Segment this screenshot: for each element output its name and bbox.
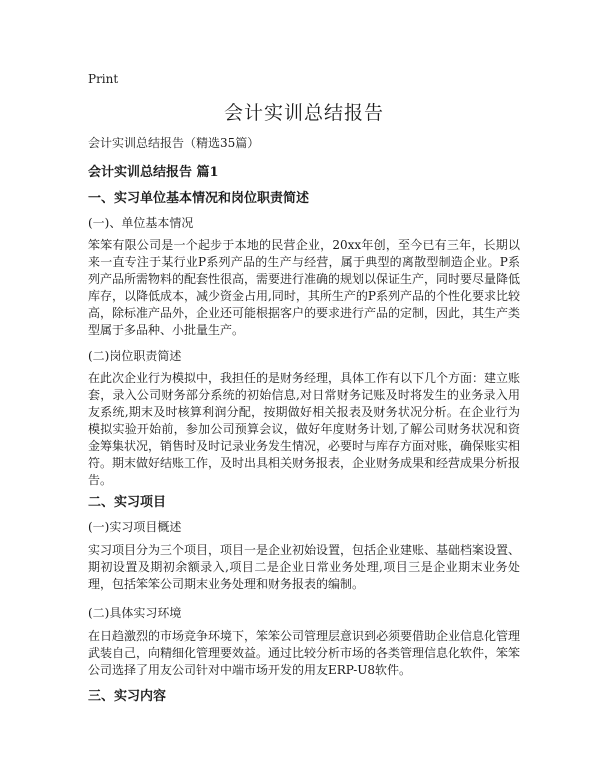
section-1-para-2: 在此次企业行为模拟中，我担任的是财务经理，具体工作有以下几个方面：建立账套，录入公司财务部分系统的初始信息,对日常财务记账及时将发生的业务录入用友系统,期末及时核算利润分配，按期做好相关报表及财务状况分析。在企业行为模拟实验开始前，参加公司预算会议，做好年度财务计划,了解公司财务状况和资金筹集状况，销售时及时记录业务发生情况，必要时与库存方面对账，确保账实相符。期末做好结账工作，及时出具相关财务报表，企业财务成果和经营成果分析报告。 [88, 371, 521, 487]
section-2-title: 二、实习项目 [88, 495, 167, 510]
section-1-title: 一、实习单位基本情况和岗位职责简述 [88, 191, 310, 206]
section-2-para-2: 在日趋激烈的市场竞争环境下，笨笨公司管理层意识到必须要借助企业信息化管理武装自己，向精细化管理要效益。通过比较分析市场的各类管理信息化软件，笨笨公司选择了用友公司针对中端市场开发的用友ERP-U8软件。 [88, 629, 521, 677]
article-heading: 会计实训总结报告 篇1 [88, 165, 219, 180]
section-1-sub-2: (二)岗位职责简述 [88, 349, 182, 363]
section-1-para-1: 笨笨有限公司是一个起步于本地的民营企业，20xx年创，至今已有三年，长期以来一直专注于某行业P系列产品的生产与经营，属于典型的离散型制造企业。P系列产品所需物料的配套性很高，需要进行准确的规划以保证生产，同时要尽量降低库存，以降低成本，减少资金占用,同时，其所生产的P系列产品的个性化要求比较高，除标准产品外，企业还可能根据客户的要求进行产品的定制，因此，其生产类型属于多品种、小批量生产。 [88, 238, 521, 337]
section-2-para-1: 实习项目分为三个项目，项目一是企业初始设置，包括企业建账、基础档案设置、期初设置及期初余额录入,项目二是企业日常业务处理,项目三是企业期末业务处理，包括笨笨公司期末业务处理和财务报表的编制。 [88, 543, 521, 591]
section-3-title: 三、实习内容 [88, 689, 167, 704]
document-title: 会计实训总结报告 [223, 102, 384, 124]
print-link[interactable]: Print [88, 72, 119, 86]
section-1-sub-1: (一)、单位基本情况 [88, 216, 194, 230]
document-subtitle: 会计实训总结报告（精选35篇） [88, 136, 260, 150]
section-2-sub-2: (二)具体实习环境 [88, 606, 182, 620]
section-2-sub-1: (一)实习项目概述 [88, 520, 182, 534]
